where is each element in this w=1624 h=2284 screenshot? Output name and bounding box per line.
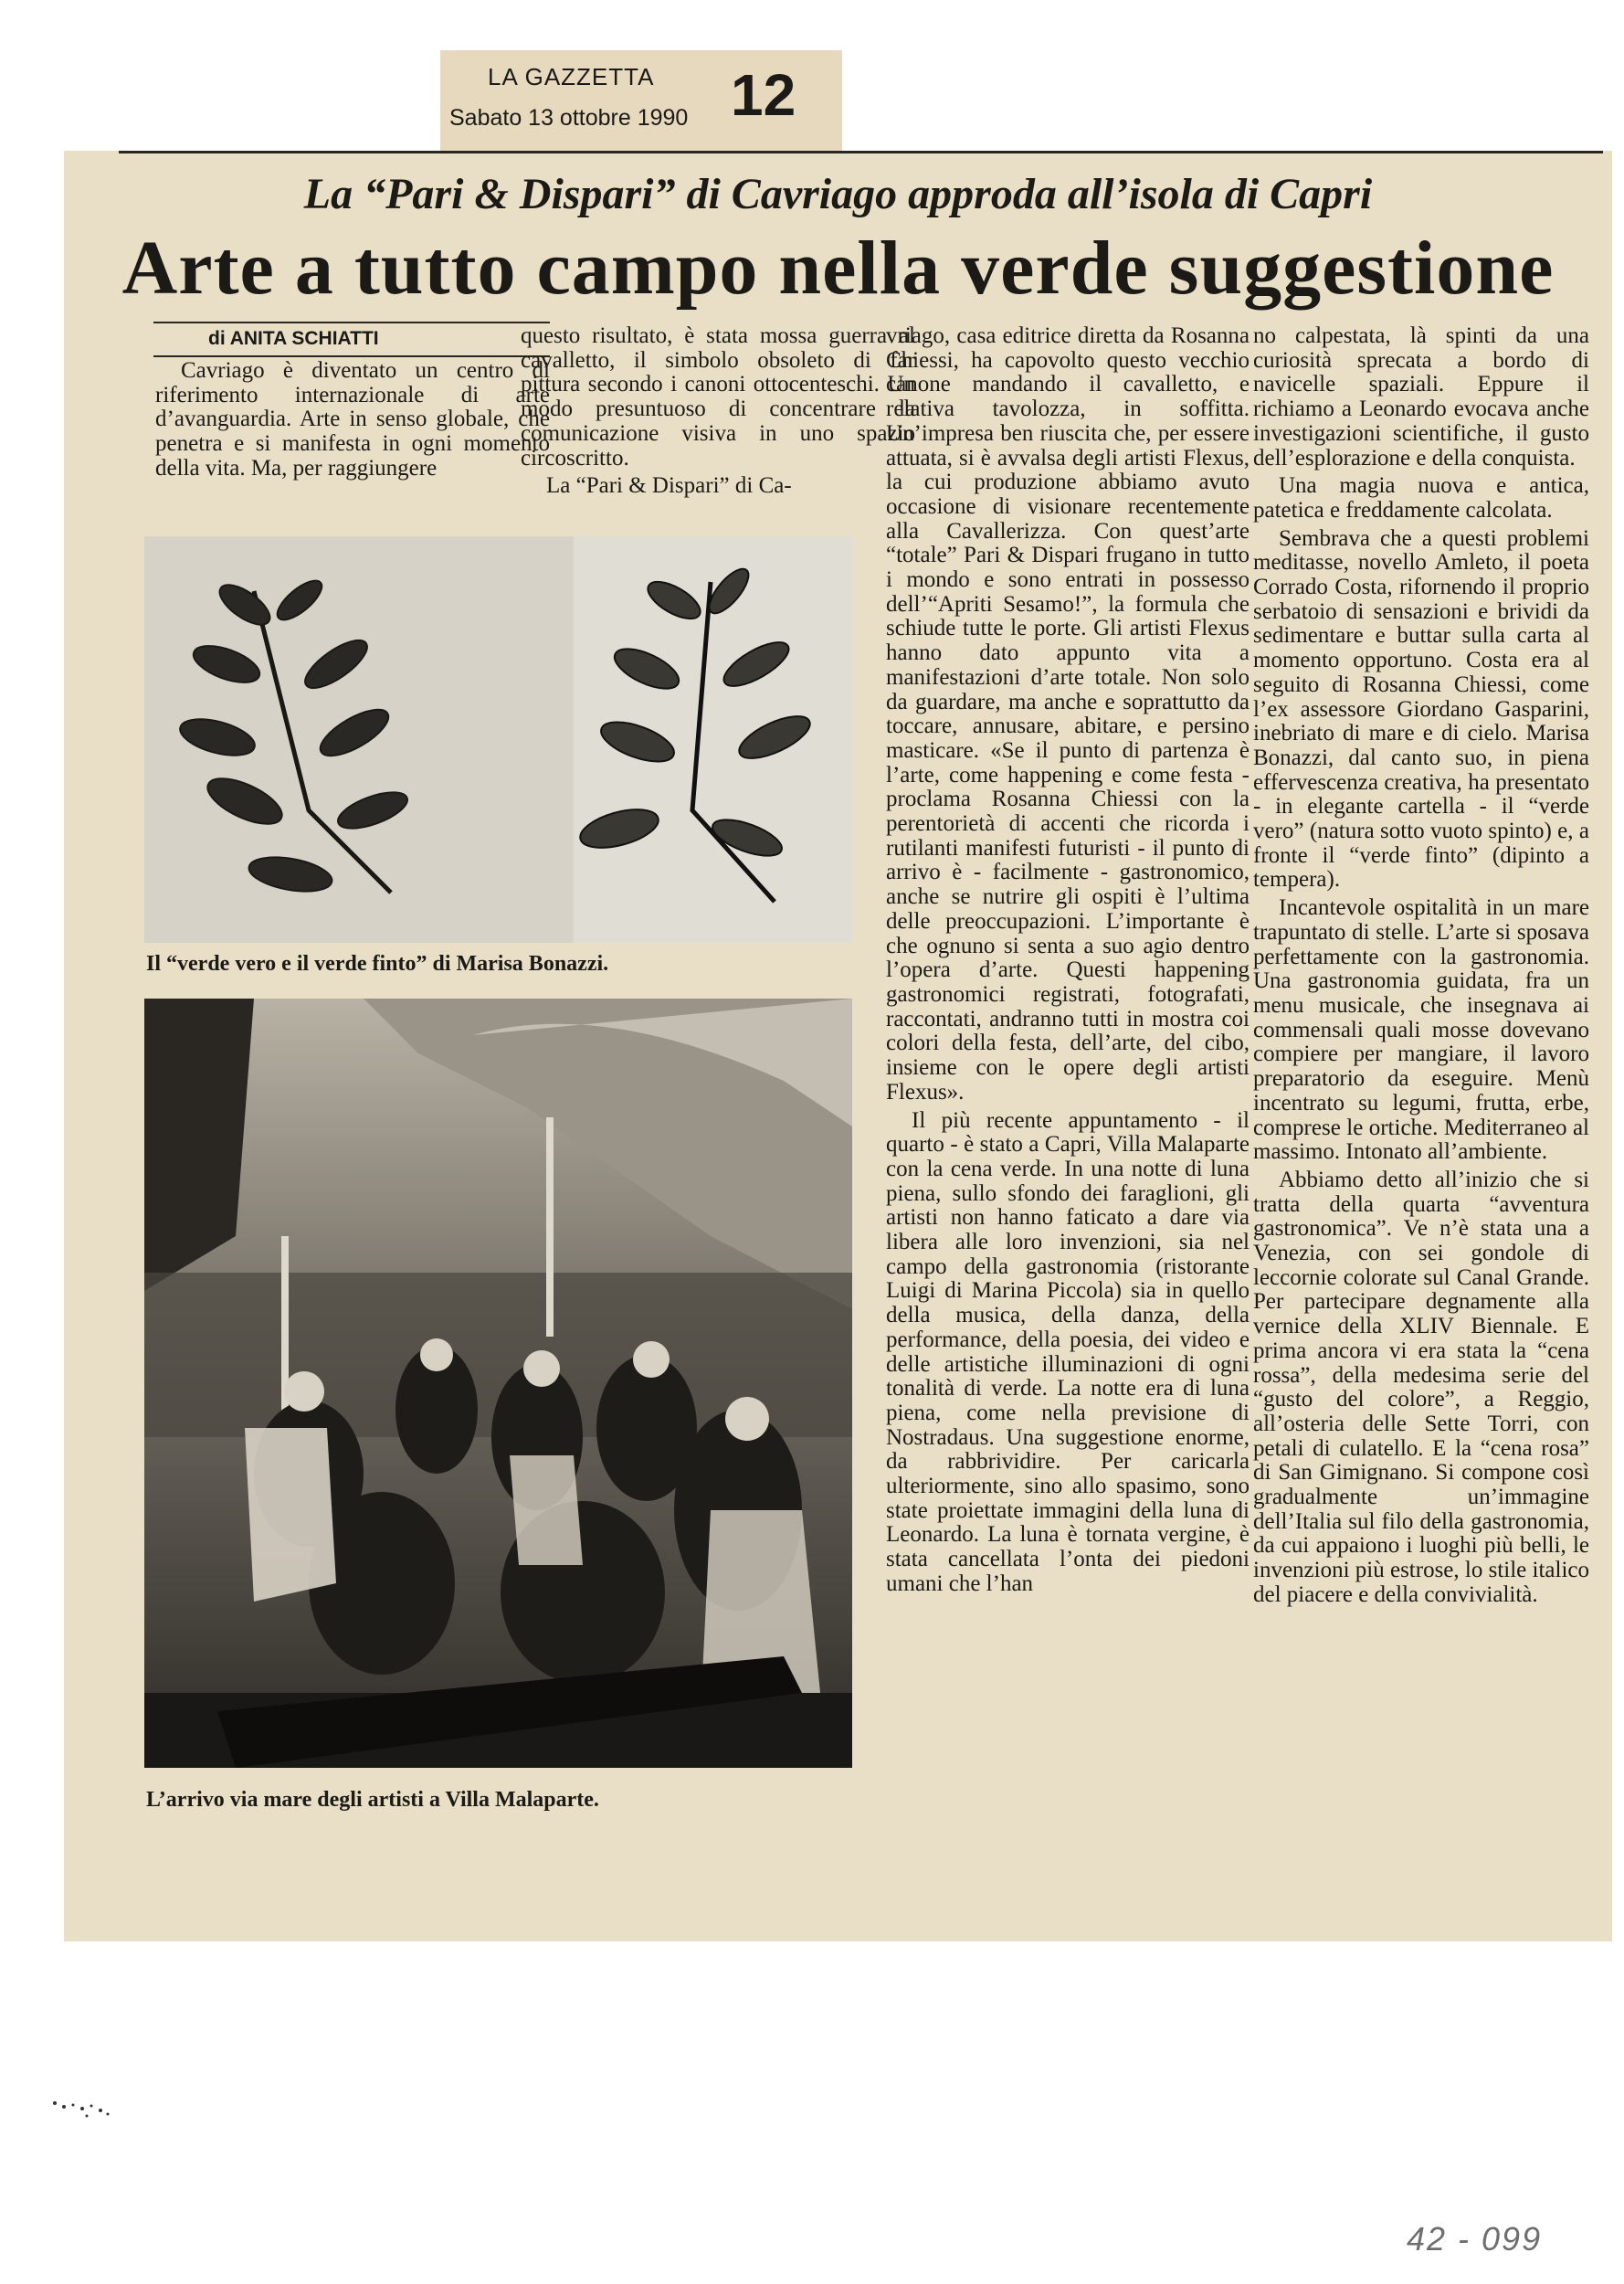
byline-rule-bottom	[153, 355, 550, 357]
photo-artists-arrival	[144, 999, 852, 1768]
text-column-3	[886, 324, 1250, 1601]
paragraph: vriago, casa editrice diretta da Rosanna Chiessi, ha capovolto questo vecchio canone mandando il cavalletto, e relativa tavolozza, in soffitta. Un’impresa ben riuscita che, per essere attuata, si è avvalsa degli artisti Flexus, la cui produzione abbiamo avuto occasione di visionare recentemente alla Cavallerizza. Con quest’arte “totale” Pari & Dispari frugano in tutto i mondo e sono entrati in possesso dell’“Apriti Sesamo!”, la formula che schiude tutte le porte. Gli artisti Flexus hanno dato appunto vita a manifestazioni d’arte totale. Non solo da guardare, ma anche e soprattutto da toccare, annusare, abitare, e persino masticare. «Se il punto di partenza è l’arte, come happening e come festa - proclama Rosanna Chiessi con la perentorietà di accenti che ricorda i rutilanti manifesti futuristi - il punto di arrivo è - facilmente - gastronomico, anche se nutrire gli ospiti è l’ultima delle preoccupazioni. L’importante è che ognuno si senta a suo agio dentro l’opera d’arte. Questi happening gastronomici registrati, fotografati, raccontati, andranno tutti in mostra coi colori della festa, dell’arte, del cibo, insieme con le opere degli artisti Flexus».	[886, 323, 1250, 1105]
text-column-2	[521, 324, 915, 502]
paragraph: no calpestata, là spinti da una curiosità sprecata a bordo di navicelle spaziali. Eppure il richiamo a Leonardo evocava anche investigazioni scientifiche, il gusto dell’esplorazione e della conquista.	[1253, 323, 1589, 471]
archive-number-annotation: 42 - 099	[1407, 2220, 1543, 2258]
laurel-illustration	[144, 536, 852, 943]
paragraph: Abbiamo detto all’inizio che si tratta della quarta “avventura gastronomica”. Ve n’è stata una a Venezia, con sei gondole di leccornie colorate sul Canal Grande. Per partecipare degnamente alla vernice della XLIV Biennale. E prima ancora vi era stata la “cena rossa”, della medesima serie del “gusto del colore”, a Reggio, all’osteria delle Sette Torri, con petali di culatello. E la “cena rosa” di San Gimignano. Si compone così gradualmente un’immagine dell’Italia sul filo della gastronomia, da cui appaiono i luoghi più belli, le invenzioni più estrose, lo stile italico del piacere e della convivialità.	[1253, 1167, 1589, 1607]
article-clipping	[64, 151, 1612, 1941]
masthead-clipping	[440, 50, 842, 151]
paragraph: Incantevole ospitalità in un mare trapuntato di stelle. L’arte si sposava perfettamente con la gastronomia. Una gastronomia guidata, fra un menu musicale, che insegnava ai commensali quali mosse dovevano compiere per mangiare, il lavoro preparatorio da eseguire. Menù incentrato su legumi, frutta, erbe, comprese le ortiche. Mediterraneo al massimo. Intonato all’ambiente.	[1253, 895, 1589, 1165]
paragraph: Una magia nuova e antica, patetica e freddamente calcolata.	[1253, 473, 1589, 523]
byline-block	[153, 322, 550, 357]
photo-caption-1: Il “verde vero e il verde finto” di Marisa Bonazzi.	[146, 952, 609, 976]
paragraph: Cavriago è diventato un centro di riferimento internazionale di arte d’avanguardia. Arte in senso globale, che penetra e si manifesta in ogni momento della vita. Ma, per raggiungere	[155, 358, 550, 481]
article-headline: Arte a tutto campo nella verde suggestione	[121, 226, 1555, 311]
ink-marks	[37, 2092, 128, 2129]
issue-date: Sabato 13 ottobre 1990	[449, 105, 689, 131]
page-number: 12	[731, 62, 796, 128]
top-rule	[119, 151, 1603, 153]
article-subtitle: La “Pari & Dispari” di Cavriago approda all’isola di Capri	[303, 170, 1373, 218]
photo-laurel-branches	[144, 536, 852, 943]
photo-caption-2: L’arrivo via mare degli artisti a Villa Malaparte.	[146, 1788, 599, 1812]
paragraph: Sembrava che a questi problemi meditasse, novello Amleto, il poeta Corrado Costa, rifornendo il proprio serbatoio di sensazioni e brividi da sedimentare e buttar sulla carta al momento opportuno. Costa era al seguito di Rosanna Chiessi, come l’ex assessore Giordano Gasparini, inebriato di mare e di cielo. Marisa Bonazzi, dal canto suo, in piena effervescenza creativa, ha presentato - in elegante cartella - il “verde vero” (natura sotto vuoto spinto) e, a fronte il “verde finto” (dipinto a tempera).	[1253, 525, 1589, 893]
paragraph: Il più recente appuntamento - il quarto - è stato a Capri, Villa Malaparte con la cena verde. In una notte di luna piena, sullo sfondo dei faraglioni, gli artisti non hanno faticato a dare via libera alle loro invenzioni, sia nel campo della gastronomia (ristorante Luigi di Marina Piccola) sia in quello della musica, della danza, della performance, della poesia, dei video e delle artistiche illuminazioni di ogni tonalità di verde. La notte era di luna piena, come nella previsione di Nostradaus. Una suggestione enorme, da rabbrividire. Per caricarla ulteriormente, sino allo spasimo, sono state proiettate immagini della luna di Leonardo. La luna è tornata vergine, è stata cancellata l’onta dei piedoni umani che l’han	[886, 1107, 1250, 1596]
byline: di ANITA SCHIATTI	[208, 328, 379, 349]
arrival-scene	[144, 999, 852, 1768]
text-column-4	[1253, 324, 1589, 1612]
paragraph: questo risultato, è stata mossa guerra al cavalletto, il simbolo obsoleto di far pittura secondo i canoni ottocenteschi. Un modo presuntuoso di concentrare la comunicazione visiva in uno spazio circoscritto.	[521, 323, 915, 471]
newspaper-name: LA GAZZETTA	[488, 63, 655, 90]
paragraph: La “Pari & Dispari” di Ca-	[546, 473, 792, 499]
text-column-1	[155, 359, 550, 485]
